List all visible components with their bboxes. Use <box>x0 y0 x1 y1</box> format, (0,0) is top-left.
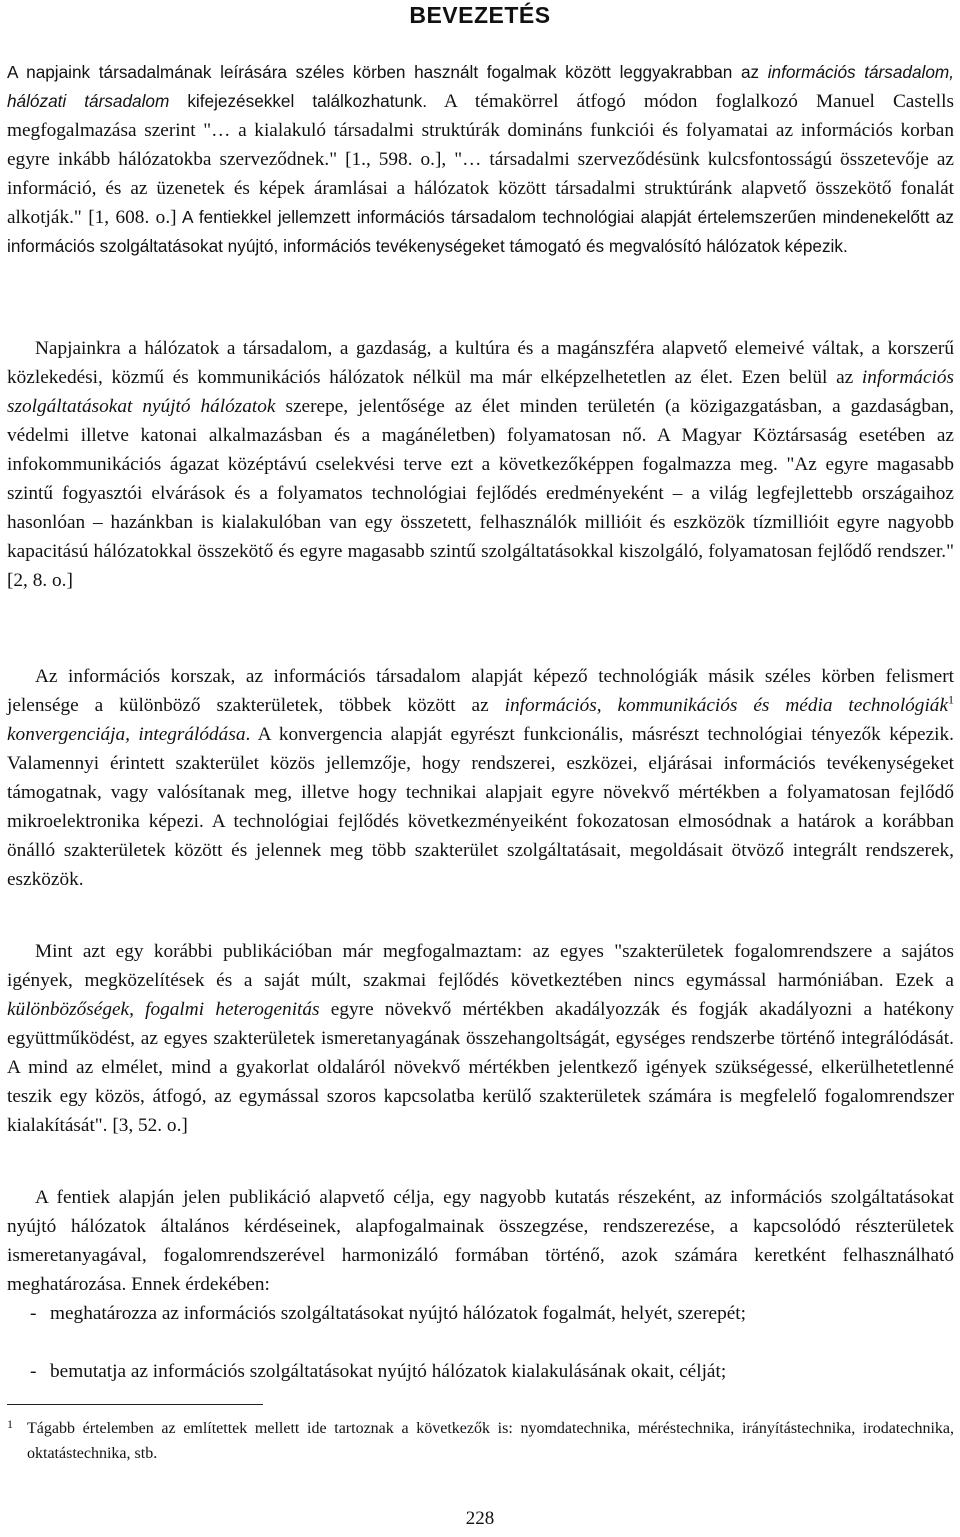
list-item <box>30 1299 954 1328</box>
page-number: 228 <box>465 1508 495 1529</box>
list-dash: - <box>30 1303 37 1324</box>
paragraph-3: Az információs korszak, az információs társadalom alapját képező technológiák másik széles körben felismert jelensége a különböző szakterületek, többek között az információs, kommunikációs és média technológiák$^1$ konvergenciája, integrálódása. A konvergencia alapját egyrészt funkcionális, másrészt technológiai tényezők képezik. Valamennyi érintett szakterület közös jellemzője, hogy rendszerei, eszközei, eljárásai információs tevékenységeket támogatnak, vagy valósítanak meg, illetve hogy technikai alapjait egyre növekvő mértékben a folyamatosan fejlődő mikroelektronika képezi. A technológiai fejlődés következményeiként fokozatosan elmosódnak a határok a korábban önálló szakterületek között és jelennek meg több szakterület szolgáltatásait, megoldásait ötvöző integrált rendszerek, eszközök. <box>7 666 955 890</box>
paragraph-2: Napjainkra a hálózatok a társadalom, a gazdaság, a kultúra és a magánszféra alapvető elemeivé váltak, a korszerű közlekedési, közmű és kommunikációs hálózatok nélkül ma már elképzelhetetlen az élet. Ezen belül az információs szolgáltatásokat nyújtó hálózatok szerepe, jelentősége az élet minden területén (a közigazgatásban, a gazdaságban, védelmi illetve katonai alkalmazásban és a magánéletben) folyamatosan nő. A Magyar Köztársaság esetében az infokommunikációs ágazat középtávú cselekvési terve ezt a következőképpen fogalmazza meg. "Az egyre magasabb szintű fogyasztói elvárások és a folyamatos technológiai fejlődés eredményeként – a világ legfejlettebb országaihoz hasonlóan – hazánkban is kialakulóban van egy összetett, felhasználók millióit és eszközök tízmillióit egyre nagyobb kapacitású hálózatokkal összekötő és egyre magasabb szintű szolgáltatásokkal kiszolgáló, folyamatosan fejlődő rendszer." [2, 8. o.] <box>7 338 954 591</box>
paragraph-4: Mint azt egy korábbi publikációban már megfogalmaztam: az egyes "szakterületek fogalomrendszere a sajátos igények, megközelítések és a saját múlt, szakmai fejlődés következtében nincs egymással harmóniában. Ezek a különbözőségek, fogalmi heterogenitás egyre növekvő mértékben akadályozzák és fogják akadályozni a hatékony együttműködést, az egyes szakterületek ismeretanyagának összehangoltságát, egységes rendszerbe történő integrálódását. A mind az elmélet, mind a gyakorlat oldaláról növekvő mértékben jelentkező igények szükségessé, elkerülhetetlenné teszik egy közös, átfogó, az egymással szoros kapcsolatba kerülő szakterületek számára is megfelelő fogalomrendszer kialakítását". [3, 52. o.] <box>7 941 954 1136</box>
paragraph-1-intro: A napjaink társadalmának leírására széles körben használt fogalmak között leggyakrabban az információs társadalom, hálózati társadalom kifejezésekkel találkozhatunk. <box>7 62 955 111</box>
footnote <box>7 1416 954 1466</box>
footnote-mark: 1 <box>7 1417 13 1431</box>
page-title: BEVEZETÉS <box>409 2 551 28</box>
footnote-separator <box>7 1404 263 1405</box>
list-item-text: meghatározza az információs szolgáltatásokat nyújtó hálózatok fogalmát, helyét, szerepét; <box>50 1303 746 1324</box>
footnote-text: Tágabb értelemben az említettek mellett ide tartoznak a következők is: nyomdatechnika, méréstechnika, irányítástechnika, irodatechnika, oktatástechnika, stb. <box>27 1420 954 1462</box>
list-item <box>30 1357 954 1386</box>
paragraph-5: A fentiek alapján jelen publikáció alapvető célja, egy nagyobb kutatás részeként, az információs szolgáltatásokat nyújtó hálózatok általános kérdéseinek, alapfogalmainak összegzése, rendszerezése, a kapcsolódó részterületek ismeretanyagával, fogalomrendszerével harmonizáló formában történő, azok számára keretként felhasználható meghatározása. Ennek érdekében: <box>7 1187 954 1295</box>
paragraph-1-quote: A fentiekkel jellemzett információs társadalom technológiai alapját értelemszerűen mindenekelőtt az információs szolgáltatásokat nyújtó, információs tevékenységeket támogató és megvalósító hálózatok képezik. <box>7 207 954 256</box>
emphasis-convergence: konvergenciája, integrálódása <box>7 724 246 745</box>
list-dash: - <box>30 1361 37 1382</box>
list-item-text: bemutatja az információs szolgáltatásokat nyújtó hálózatok kialakulásának okait, célját; <box>50 1361 727 1382</box>
emphasis-networks: információs szolgáltatásokat nyújtó hálózatok <box>7 367 954 417</box>
emphasis-heterogeneity: különbözőségek, fogalmi heterogenitás <box>7 999 320 1020</box>
emphasis-information-society: információs társadalom, hálózati társadalom <box>7 62 955 111</box>
footnote-reference: 1 <box>948 692 955 707</box>
paragraph-1 <box>7 58 954 261</box>
paragraph-1-castells: A témakörrel átfogó módon foglalkozó Manuel Castells megfogalmazása szerint "… a kialakuló társadalmi struktúrák domináns funkciói és folyamatai az információs korban egyre inkább hálózatokba szerveződnek." [1., 598. o.], "… társadalmi szerveződésünk kulcsfontosságú összetevője az információ, és az üzenetek és képek áramlásai a hálózatok között társadalmi struktúránk alapvető összekötő fonalát alkotják." [1, 608. o.] <box>7 91 954 228</box>
emphasis-technologies: információs, kommunikációs és média technológiák <box>504 695 949 716</box>
